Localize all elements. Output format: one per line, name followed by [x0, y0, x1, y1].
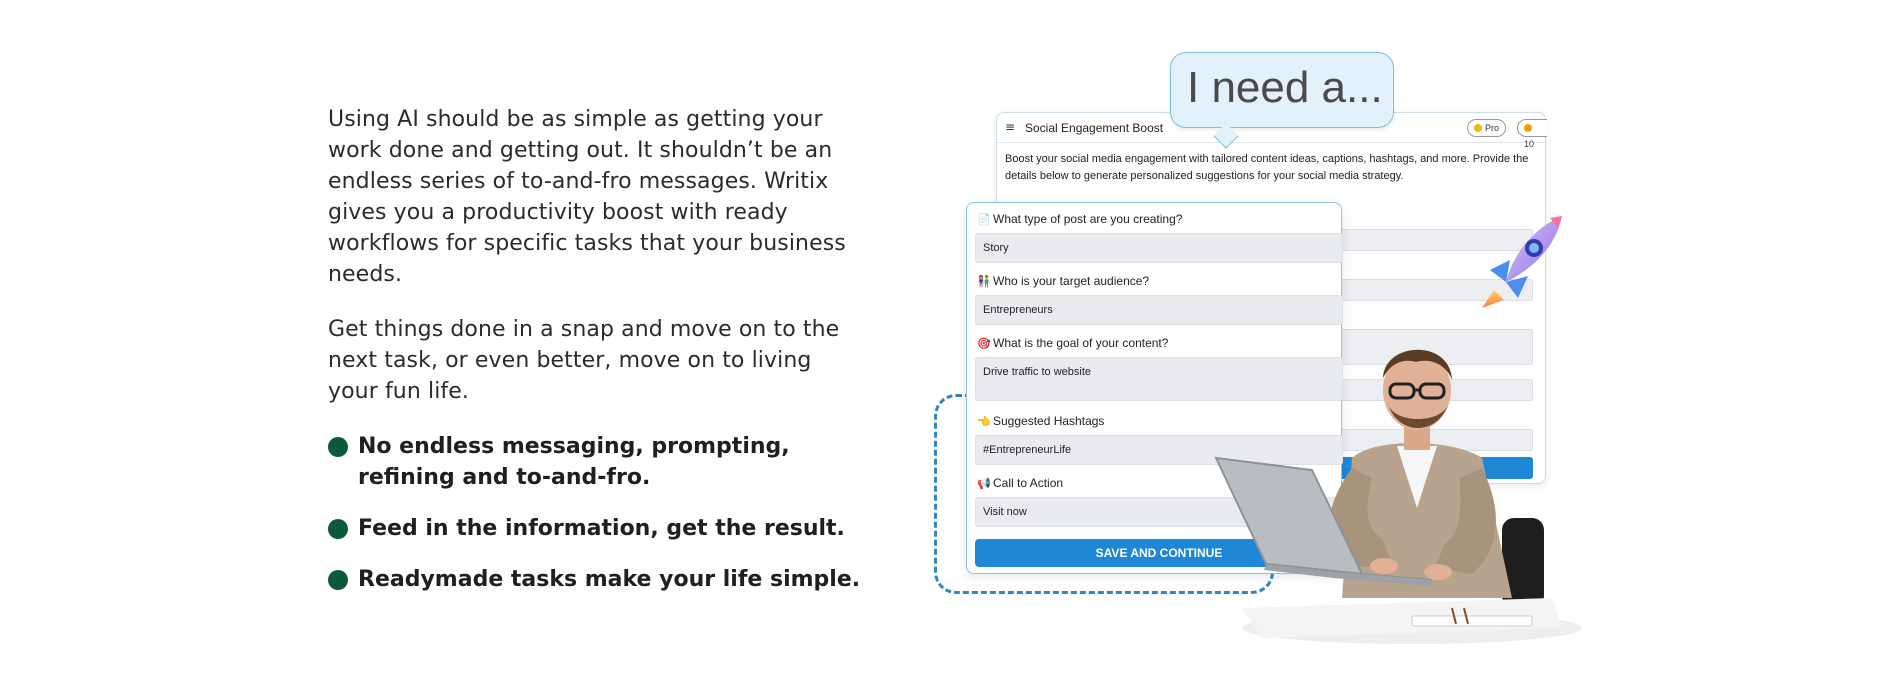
goal-textarea[interactable]: Drive traffic to website	[975, 357, 1343, 401]
pro-badge-label: Pro	[1485, 123, 1500, 133]
pointing-hand-icon: 👈	[977, 416, 991, 428]
workflow-illustration	[930, 48, 1570, 648]
hashtags-input[interactable]: #EntrepreneurLife	[975, 435, 1343, 465]
person-with-laptop-image	[1202, 328, 1572, 648]
benefit-text: Feed in the information, get the result.	[358, 516, 845, 541]
credits-count: 10	[1524, 139, 1535, 149]
people-icon: 👫	[977, 276, 991, 288]
post-type-label: 📄 What type of post are you creating?	[977, 212, 1183, 226]
goal-label: 🎯 What is the goal of your content?	[977, 336, 1169, 350]
document-icon: 📄	[977, 214, 991, 226]
panel-title: Social Engagement Boost	[1025, 121, 1164, 135]
post-type-input[interactable]: Story	[975, 233, 1343, 263]
save-and-continue-button[interactable]: SAVE AND CONTINUE	[975, 539, 1343, 567]
hashtags-label: 👈 Suggested Hashtags	[977, 414, 1105, 428]
marketing-copy	[328, 104, 868, 615]
target-icon: 🎯	[977, 338, 991, 350]
bubble-text: I need a...	[1187, 63, 1383, 112]
benefit-list	[328, 431, 868, 595]
benefit-item	[328, 564, 868, 595]
intro-paragraph: Using AI should be as simple as getting your work done and getting out. It shouldn’t be an endless series of to-and-fro messages. Writix gives you a productivity boost with ready workflows for specific tasks that your business needs.	[328, 107, 846, 287]
crown-icon	[1474, 124, 1482, 132]
hamburger-menu-icon[interactable]: ≡	[1005, 120, 1016, 134]
panel-description: Boost your social media engagement with tailored content ideas, captions, hashtags, and more. Provide the details below to generate personalized suggestions for your social media strategy.	[1005, 153, 1529, 182]
secondary-paragraph: Get things done in a snap and move on to the next task, or even better, move on to living your fun life.	[328, 317, 840, 404]
cta-label: 📢 Call to Action	[977, 476, 1064, 490]
bullet-dot-icon	[328, 437, 348, 457]
pro-badge[interactable]	[1467, 119, 1506, 137]
benefit-text: No endless messaging, prompting, refining and to-and-fro.	[358, 434, 790, 490]
benefit-item	[328, 513, 868, 544]
benefit-text: Readymade tasks make your life simple.	[358, 567, 861, 592]
audience-input[interactable]: Entrepreneurs	[975, 295, 1343, 325]
bullet-dot-icon	[328, 570, 348, 590]
benefit-item	[328, 431, 868, 493]
megaphone-icon: 📢	[977, 478, 991, 490]
cta-input[interactable]: Visit now	[975, 497, 1343, 527]
credits-badge[interactable]	[1517, 119, 1547, 149]
speech-bubble	[1170, 52, 1394, 128]
audience-label: 👫 Who is your target audience?	[977, 274, 1150, 288]
bullet-dot-icon	[328, 519, 348, 539]
rocket-icon	[1476, 212, 1566, 312]
coin-icon	[1524, 124, 1532, 132]
